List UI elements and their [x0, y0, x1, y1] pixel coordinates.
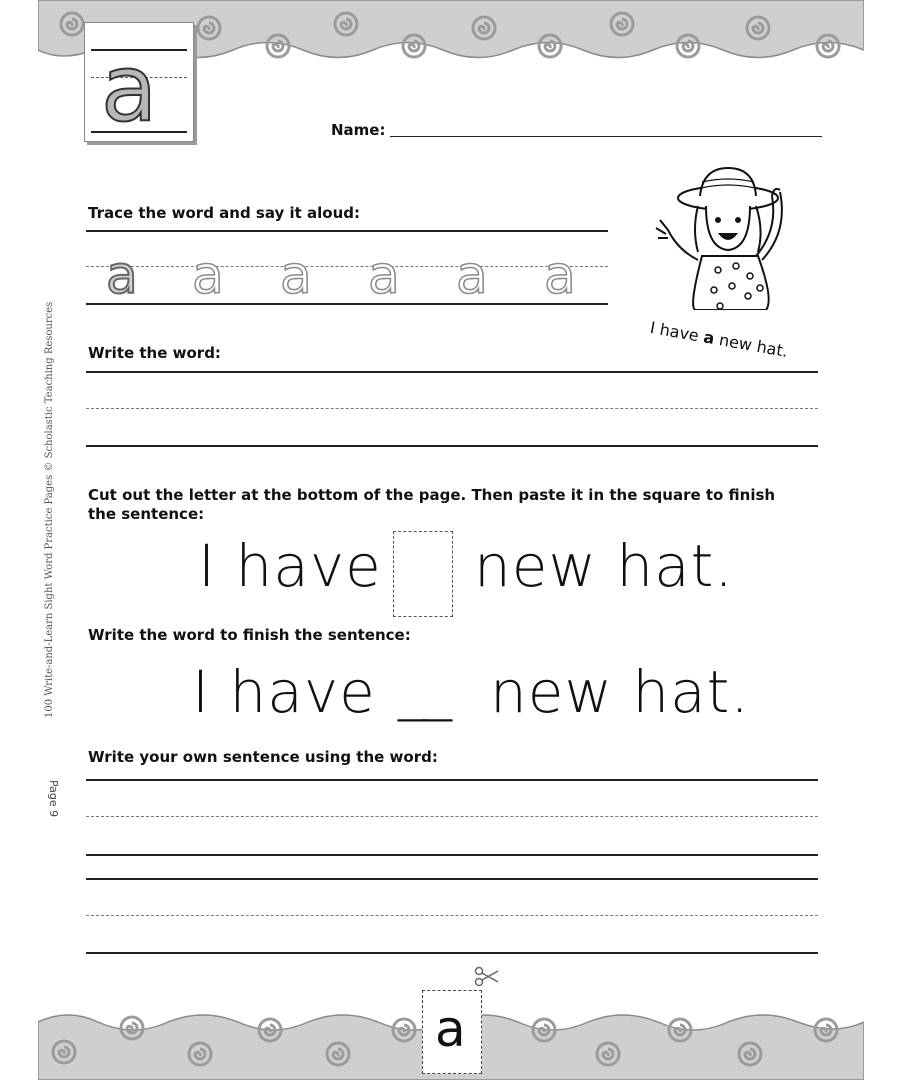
own-sentence-label: Write your own sentence using the word: — [88, 748, 438, 766]
finish-blank[interactable]: __ — [398, 654, 448, 722]
cutout-letter: a — [435, 1000, 466, 1058]
trace-letter: a — [544, 246, 576, 306]
trace-letter-model: a — [106, 246, 138, 306]
trace-letter: a — [368, 246, 400, 306]
paste-square[interactable] — [393, 531, 453, 617]
header-letter: a — [101, 35, 158, 142]
write-base-line[interactable] — [86, 445, 818, 447]
finish-label: Write the word to finish the sentence: — [88, 626, 411, 644]
name-label: Name: — [331, 121, 386, 139]
own-line-mid — [86, 915, 818, 916]
trace-label: Trace the word and say it aloud: — [88, 204, 361, 222]
finish-sentence-start: I have — [192, 658, 376, 726]
own-line-mid — [86, 816, 818, 817]
letter-tab — [84, 22, 194, 142]
write-label: Write the word: — [88, 344, 221, 362]
trace-letter: a — [280, 246, 312, 306]
caption-end: new hat. — [712, 329, 790, 361]
copyright-credit: 100 Write-and-Learn Sight Word Practice Pages © Scholastic Teaching Resources — [44, 301, 55, 718]
name-line[interactable] — [390, 136, 822, 137]
trace-letter: a — [192, 246, 224, 306]
write-mid-line — [86, 408, 818, 409]
trace-mid-line — [86, 266, 608, 267]
scissors-icon — [474, 966, 500, 988]
own-line-base[interactable] — [86, 854, 818, 856]
paste-sentence-start: I have — [198, 532, 382, 600]
cut-paste-label: Cut out the letter at the bottom of the page. Then paste it in the square to finish — [88, 486, 776, 504]
caption-word: a — [702, 327, 716, 348]
girl-hat-illustration — [648, 160, 798, 310]
page-number: Page 9 — [47, 780, 60, 818]
trace-base-line[interactable] — [86, 303, 608, 305]
illustration-caption — [649, 318, 790, 361]
cutout-letter-box[interactable] — [422, 990, 482, 1074]
own-line-base[interactable] — [86, 952, 818, 954]
finish-sentence-end: new hat. — [490, 658, 750, 726]
own-line-top — [86, 779, 818, 781]
write-top-line — [86, 371, 818, 373]
trace-top-line — [86, 230, 608, 232]
paste-sentence-end: new hat. — [474, 532, 734, 600]
cut-paste-label-cont: the sentence: — [88, 505, 205, 523]
trace-letter: a — [456, 246, 488, 306]
caption-start: I have — [648, 318, 706, 347]
own-line-top — [86, 878, 818, 880]
